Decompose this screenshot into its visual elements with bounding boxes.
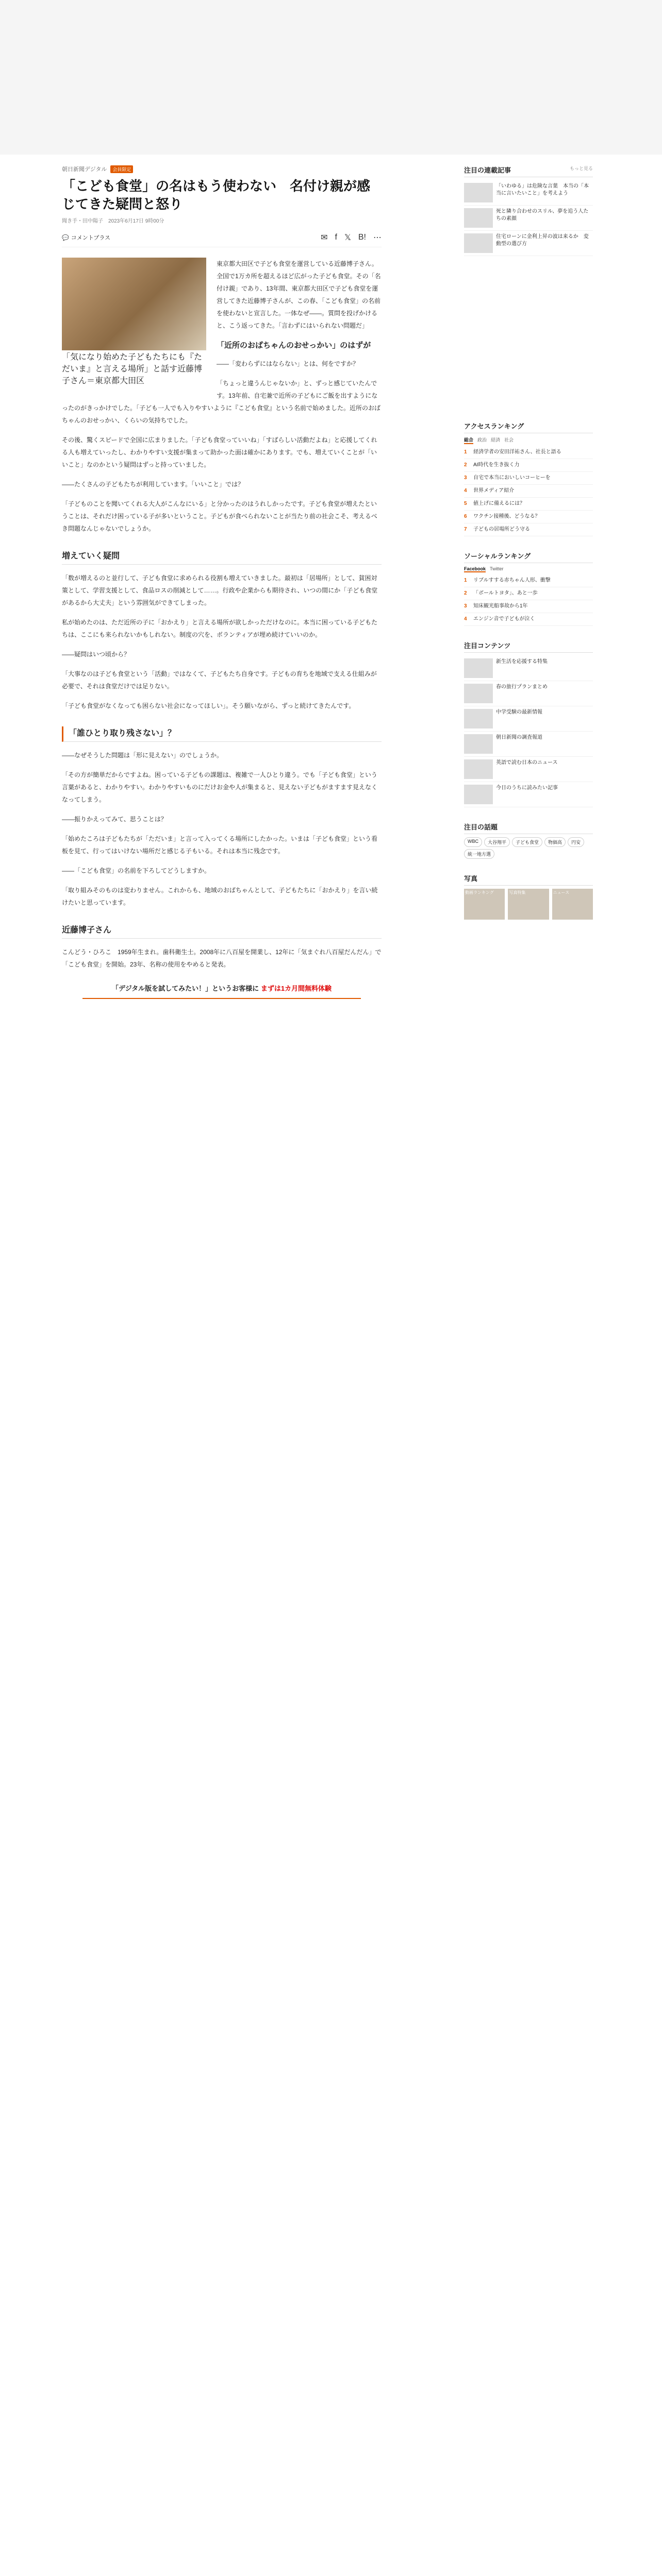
ranking-tab[interactable]: 政治 bbox=[477, 437, 487, 443]
social-tabs bbox=[464, 566, 593, 572]
topics-block bbox=[464, 640, 593, 807]
topics-title-label: 注目コンテンツ bbox=[464, 642, 511, 650]
profile-text: こんどう・ひろこ 1959年生まれ。歯科衛生士。2008年に八百屋を開業し、12年に「気まぐれ八百屋だんだん」で「こども食堂」を開始。23年、名称の使用をやめると発表。 bbox=[62, 948, 382, 968]
series-block bbox=[464, 165, 593, 256]
ranking-tab[interactable]: 経済 bbox=[491, 437, 501, 443]
rank-number: 2 bbox=[464, 590, 467, 596]
section-heading: 「誰ひとり取り残さない」？ bbox=[62, 726, 382, 742]
pills-title-label: 注目の話題 bbox=[464, 823, 498, 831]
thumbnail bbox=[464, 208, 493, 228]
social-item-title: リブルすする赤ちゃん人形、衝撃 bbox=[473, 578, 551, 583]
ranking-item-title: ワクチン接種後、どうなる？ bbox=[473, 514, 540, 519]
series-item[interactable] bbox=[464, 180, 593, 206]
topic-title: 英語で読む日本のニュース bbox=[496, 760, 558, 766]
promo-text: 「デジタル版を試してみたい！」というお客様に bbox=[111, 984, 259, 992]
breadcrumb-site[interactable]: 朝日新聞デジタル bbox=[62, 166, 107, 173]
rank-number: 5 bbox=[464, 501, 467, 506]
thumbnail bbox=[464, 233, 493, 253]
ranking-tabs bbox=[464, 436, 593, 444]
rank-number: 6 bbox=[464, 514, 467, 519]
social-title bbox=[464, 551, 593, 563]
profile-heading: 近藤博子さん bbox=[62, 923, 382, 939]
topic-pill[interactable]: WBC bbox=[464, 837, 482, 847]
gallery-title bbox=[464, 873, 593, 886]
thumbnail bbox=[464, 684, 493, 703]
social-tab[interactable]: Facebook bbox=[464, 566, 486, 571]
rank-number: 4 bbox=[464, 616, 467, 622]
gallery-title-label: 写真 bbox=[464, 875, 478, 883]
gallery-item[interactable]: ニュース bbox=[552, 889, 593, 920]
topic-item[interactable] bbox=[464, 757, 593, 782]
article-image bbox=[62, 258, 206, 386]
thumbnail bbox=[464, 759, 493, 779]
series-item-title: 死と隣り合わせのスリル、夢を追う人たちの素顔 bbox=[496, 209, 589, 222]
ad-space bbox=[0, 0, 662, 155]
paragraph: 「数が増えるのと並行して、子ども食堂に求められる役割も増えていきました。最初は「居場所」として、貧困対策として、学習支援として、食品ロスの削減として……。行政や企業からも期待され、いつの間にか「子ども食堂があるから大丈夫」という雰囲気ができてしまった。 bbox=[62, 574, 378, 606]
thumbnail bbox=[464, 709, 493, 728]
topic-item[interactable] bbox=[464, 706, 593, 732]
social-item[interactable] bbox=[464, 613, 593, 626]
hatena-icon[interactable]: B! bbox=[358, 233, 366, 242]
social-tab[interactable]: Twitter bbox=[490, 566, 504, 571]
series-title bbox=[464, 165, 593, 177]
ranking-item[interactable] bbox=[464, 523, 593, 536]
social-item[interactable] bbox=[464, 600, 593, 613]
ranking-item-title: 子どもの居場所どう守る bbox=[473, 527, 530, 532]
ranking-tab[interactable]: 総合 bbox=[464, 436, 473, 444]
gallery-block bbox=[464, 873, 593, 920]
topic-title: 中学受験の最新情報 bbox=[496, 709, 542, 715]
question: ――「変わらずにはならない」とは、何をですか？ bbox=[217, 360, 359, 367]
gallery-item[interactable]: 写真特集 bbox=[508, 889, 549, 920]
comment-plus-button[interactable] bbox=[62, 233, 110, 242]
photo bbox=[62, 258, 206, 350]
x-icon[interactable]: 𝕏 bbox=[344, 233, 351, 243]
rank-number: 7 bbox=[464, 527, 467, 532]
topic-title: 朝日新聞の調査報道 bbox=[496, 735, 542, 740]
rank-number: 2 bbox=[464, 462, 467, 468]
topic-pill[interactable]: 円安 bbox=[568, 837, 584, 847]
topic-item[interactable] bbox=[464, 681, 593, 706]
topic-pill[interactable]: 大谷翔平 bbox=[484, 837, 510, 847]
facebook-icon[interactable]: f bbox=[335, 233, 337, 242]
topic-title: 今日のうちに読みたい記事 bbox=[496, 785, 558, 791]
ranking-title-label: アクセスランキング bbox=[464, 422, 524, 430]
sidebar bbox=[464, 165, 593, 2071]
rank-number: 1 bbox=[464, 449, 467, 455]
topic-title: 春の旅行プランまとめ bbox=[496, 684, 548, 690]
more-icon[interactable]: ⋯ bbox=[373, 233, 382, 243]
series-item-title: 「いわゆる」は危険な言葉 本当の「本当に言いたいこと」を考えよう bbox=[496, 183, 589, 196]
article-byline: 聞き手・田中陽子 2023年6月17日 9時00分 bbox=[62, 218, 164, 225]
series-item[interactable] bbox=[464, 231, 593, 256]
answer: 「ちょっと違うんじゃないか」と、ずっと感じていたんです。13年前、自宅兼で近所の子どもにご飯を出すようになったのがきっかけでした。「子ども一人でも入りやすいように『こども食堂』という名前で始めました。近所のおばちゃんのおせっかい、くらいの気持ちでした。 bbox=[62, 379, 381, 424]
ranking-title bbox=[464, 421, 593, 433]
paragraph: 私が始めたのは、ただ近所の子に「おかえり」と言える場所が欲しかっただけなのに。本当に困っている子どもたちは、ここにも来られないかもしれない。制度の穴を、ボランティアが埋め続けていいのか。 bbox=[62, 618, 378, 638]
question: ――「こども食堂」の名前を下ろしてどうしますか。 bbox=[62, 867, 211, 874]
ranking-item[interactable] bbox=[464, 485, 593, 498]
ranking-item[interactable] bbox=[464, 511, 593, 523]
mail-icon[interactable]: ✉ bbox=[321, 233, 328, 243]
series-more-link[interactable]: もっと見る bbox=[569, 166, 593, 171]
breadcrumb bbox=[62, 165, 382, 173]
question: ――なぜそうした問題は「形に見えない」のでしょうか。 bbox=[62, 751, 223, 759]
rank-number: 1 bbox=[464, 578, 467, 583]
paragraph: 「始めたころは子どもたちが「ただいま」と言って入ってくる場所にしたかった。いまは「子ども食堂」という看板を見て、行ってはいけない場所だと感じる子もいる。それは本当に残念です。 bbox=[62, 835, 378, 855]
promo-cta[interactable]: まずは1カ月間無料体験 bbox=[260, 984, 332, 992]
ranking-item[interactable] bbox=[464, 498, 593, 511]
social-item-title: 知床観光船事故から1年 bbox=[473, 603, 528, 609]
thumbnail bbox=[464, 658, 493, 678]
topic-item[interactable] bbox=[464, 782, 593, 807]
comment-icon: 💬 bbox=[62, 234, 69, 241]
social-item[interactable] bbox=[464, 587, 593, 600]
ranking-item[interactable] bbox=[464, 472, 593, 485]
social-item-title: エンジン音で子どもが泣く bbox=[473, 616, 535, 622]
article bbox=[62, 165, 382, 2576]
pills-block bbox=[464, 822, 593, 859]
ranking-item-title: 世界メディア紹介 bbox=[473, 488, 515, 494]
section-heading: 増えていく疑問 bbox=[62, 549, 382, 565]
quote-heading: 「近所のおばちゃんのおせっかい」のはずが bbox=[217, 341, 371, 350]
social-item[interactable] bbox=[464, 574, 593, 587]
paragraph: 「子ども食堂がなくなっても困らない社会になってほしい」。そう願いながら、ずっと続けてきたんです。 bbox=[62, 702, 355, 709]
pills-title bbox=[464, 822, 593, 834]
paragraph: 「その方が簡単だからですよね。困っている子どもの課題は、複雑で一人ひとり違う。でも「子ども食堂」という言葉があると、わかりやすい。わかりやすいものにだけお金や人が集まると、見えない子どもがますます見えなくなってしまう。 bbox=[62, 771, 378, 803]
social-title-label: ソーシャルランキング bbox=[464, 552, 531, 560]
social-ranking-block bbox=[464, 551, 593, 626]
topic-pill[interactable]: 統一地方選 bbox=[464, 849, 494, 859]
ranking-item-title: 自宅で本当においしいコーヒーを bbox=[473, 475, 551, 481]
ranking-tab[interactable]: 社会 bbox=[504, 437, 514, 443]
topics-title bbox=[464, 640, 593, 653]
share-bar bbox=[321, 232, 382, 243]
article-headline: 「こども食堂」の名はもう使わない 名付け親が感じてきた疑問と怒り bbox=[62, 178, 371, 212]
series-item-title: 住宅ローンに金利上昇の波は来るか 変動型の選び方 bbox=[496, 234, 589, 247]
ranking-item[interactable] bbox=[464, 446, 593, 459]
promo-divider bbox=[82, 998, 361, 999]
paragraph: その後、驚くスピードで全国に広まりました。「子ども食堂っていいね」「すばらしい活動だよね」と応援してくれる人も増えていったし、わかりやすい支援が集まって助かった面は確かにあります。でも、増えていくことが「いいこと」なのかという疑問はずっと持っていました。 bbox=[62, 436, 377, 468]
topic-title: 新生活を応援する特集 bbox=[496, 659, 548, 665]
image-caption: 「気になり始めた子どもたちにも『ただいま』と言える場所」と話す近藤博子さん＝東京都大田区 bbox=[62, 353, 203, 386]
question: ――たくさんの子どもたちが利用しています。「いいこと」では？ bbox=[62, 480, 244, 488]
photo-gallery bbox=[464, 889, 593, 920]
paragraph: 「大事なのは子ども食堂という「活動」ではなくて、子どもたち自身です。子どもの育ちを地域で支える仕組みが必要で、それは食堂だけでは足りない。 bbox=[62, 670, 377, 690]
question: ――振りかえってみて、思うことは？ bbox=[62, 815, 167, 823]
topic-pill[interactable]: 物価高 bbox=[544, 837, 566, 847]
paragraph: 「子どものことを聞いてくれる大人がこんなにいる」と分かったのはうれしかったです。子ども食堂が増えたということは、それだけ困っている子が多いということ。子どもが食べられないことが当たり前の社会こそ、考えるべき問題なんじゃないでしょうか。 bbox=[62, 500, 377, 532]
ranking-block bbox=[464, 421, 593, 536]
members-badge: 会員限定 bbox=[110, 165, 133, 173]
question: ――疑問はいつ頃から？ bbox=[62, 650, 130, 658]
topic-item[interactable] bbox=[464, 656, 593, 681]
rank-number: 3 bbox=[464, 603, 467, 609]
social-item-title: 「ボールトヨタ」、あと一歩 bbox=[473, 590, 538, 596]
ranking-item-title: AI時代を生き抜く力 bbox=[473, 462, 520, 468]
thumbnail bbox=[464, 734, 493, 754]
rank-number: 3 bbox=[464, 475, 467, 481]
series-title-label: 注目の連載記事 bbox=[464, 166, 511, 174]
article-lead: 東京都大田区で子ども食堂を運営している近藤博子さん。全国で1万カ所を超えるほど広がった子ども食堂。その「名付け親」であり、13年間、東京都大田区で子ども食堂を運営してきた近藤博子さんが、この春、「こども食堂」の名前を使わないと宣言した。一体なぜ――。質問を投げかけると、こう返ってきた。「言わずにはいられない問題だ」 bbox=[217, 260, 381, 330]
article-actions bbox=[62, 232, 382, 247]
ranking-item-title: 経済学者の安田洋祐さん、社長と語る bbox=[473, 449, 561, 455]
promo-banner[interactable] bbox=[62, 983, 382, 993]
gallery-item[interactable]: 動画ランキング bbox=[464, 889, 505, 920]
comment-plus-label: コメントプラス bbox=[71, 235, 111, 242]
topic-item[interactable] bbox=[464, 732, 593, 757]
paragraph: 「取り組みそのものは変わりません。これからも、地域のおばちゃんとして、子どもたちに「おかえり」を言い続けたいと思っています。 bbox=[62, 886, 378, 906]
topic-pill[interactable]: 子ども食堂 bbox=[512, 837, 542, 847]
thumbnail bbox=[464, 785, 493, 804]
topic-pills bbox=[464, 837, 593, 859]
series-item[interactable] bbox=[464, 206, 593, 231]
ranking-item-title: 値上げに備えるには？ bbox=[473, 501, 525, 506]
rank-number: 4 bbox=[464, 488, 467, 494]
thumbnail bbox=[464, 183, 493, 202]
ranking-item[interactable] bbox=[464, 459, 593, 472]
